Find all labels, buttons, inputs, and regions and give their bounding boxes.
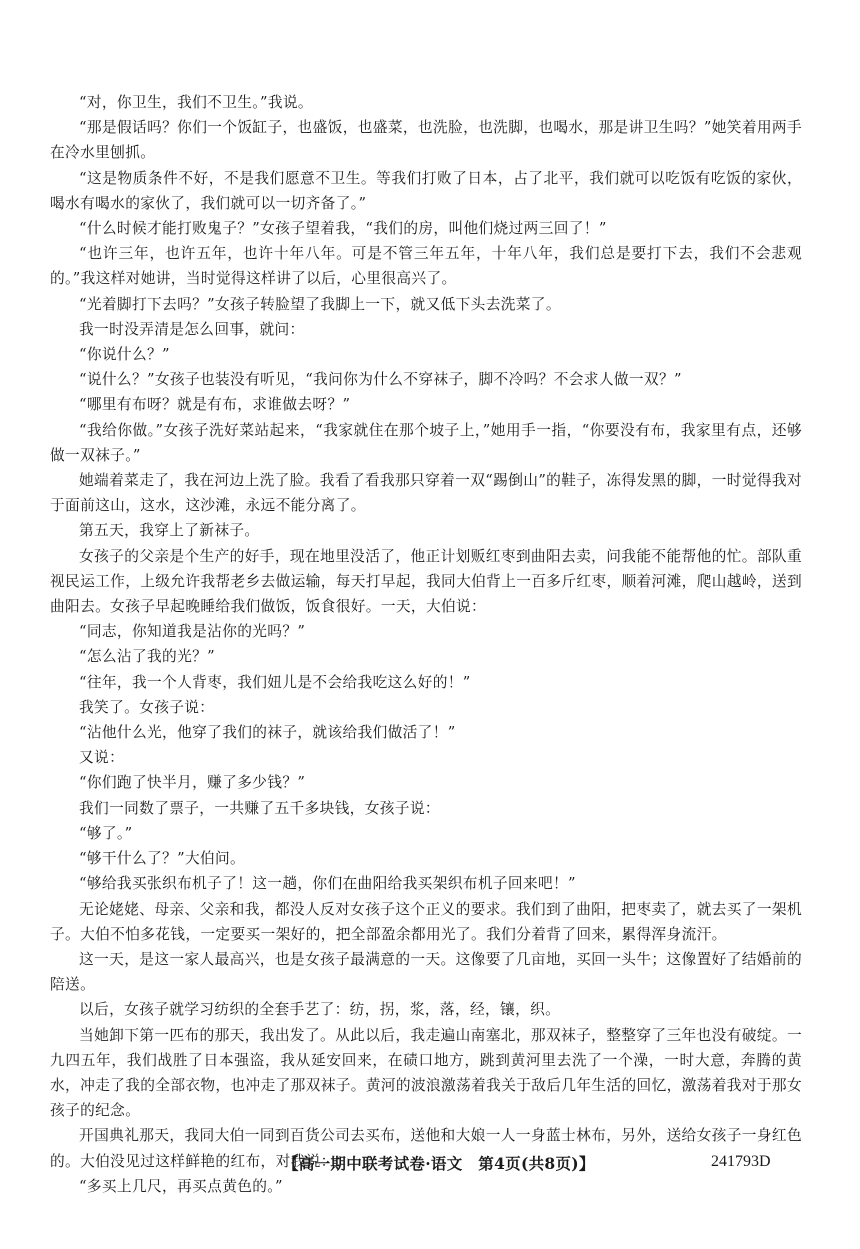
- paragraph: “也许三年，也许五年，也许十年八年。可是不管三年五年，十年八年，我们总是要打下去，我们不会悲观的。”我这样对她讲，当时觉得这样讲了以后，心里很高兴了。: [50, 245, 802, 288]
- paragraph: “对，你卫生，我们不卫生。”我说。: [79, 94, 313, 111]
- paragraph: “你们跑了快半月，赚了多少钱？”: [79, 774, 306, 792]
- paragraph: 这一天，是这一家人最高兴，也是女孩子最满意的一天。这像要了几亩地，买回一头牛；这像置好了结婚前的陪送。: [50, 950, 802, 994]
- paragraph: 当她卸下第一匹布的那天，我出发了。从此以后，我走遍山南塞北，那双袜子，整整穿了三年也没有破绽。一九四五年，我们战胜了日本强盗，我从延安回来，在碛口地方，跳到黄河里去洗了一个澡，一时大意，奔腾的黄水，冲走了我的全部衣物，也冲走了那双袜子。黄河的波浪激荡着我关于敌后几年生活的回忆，激荡着我对于那女孩子的纪念。: [50, 1026, 802, 1120]
- paragraph: “沾他什么光，他穿了我们的袜子，就该给我们做活了！”: [79, 724, 456, 742]
- paragraph: 我一时没弄清是怎么回事，就问：: [79, 320, 305, 338]
- paragraph: 我们一同数了票子，一共赚了五千多块钱，女孩子说：: [79, 799, 440, 817]
- article-body: [50, 90, 802, 1199]
- paragraph: “那是假话吗？你们一个饭缸子，也盛饭，也盛菜，也洗脸，也洗脚，也喝水，那是讲卫生吗？”她笑着用两手在冷水里刨抓。: [50, 119, 802, 162]
- paragraph: “说什么？”女孩子也装没有听见，“我问你为什么不穿袜子，脚不冷吗？不会求人做一双？”: [79, 371, 682, 389]
- footer-exam-title: 【高一期中联考试卷·语文 第4页(共8页)】: [283, 1154, 595, 1173]
- paragraph: 无论姥姥、母亲、父亲和我，都没人反对女孩子这个正义的要求。我们到了曲阳，把枣卖了，就去买了一架机子。大伯不怕多花钱，一定要买一架好的，把全部盈余都用光了。我们分着背了回来，累得浑身流汗。: [50, 900, 802, 943]
- paragraph: 开国典礼那天，我同大伯一同到百货公司去买布，送他和大娘一人一身蓝士林布，另外，送给女孩子一身红色的。大伯没见过这样鲜艳的红布，对我说：: [50, 1127, 802, 1170]
- paragraph: 女孩子的父亲是个生产的好手，现在地里没活了，他正计划贩红枣到曲阳去卖，问我能不能帮他的忙。部队重视民运工作，上级允许我帮老乡去做运输，每天打早起，我同大伯背上一百多斤红枣，顺着河滩，爬山越岭，送到曲阳去。女孩子早起晚睡给我们做饭，饭食很好。一天，大伯说：: [50, 547, 802, 616]
- paragraph: “多买上几尺，再买点黄色的。”: [79, 1177, 283, 1195]
- paragraph: 以后，女孩子就学习纺织的全套手艺了：纺，拐，浆，落，经，镶，织。: [79, 1001, 561, 1019]
- paragraph: 第五天，我穿上了新袜子。: [79, 522, 260, 540]
- paragraph: “往年，我一个人背枣，我们妞儿是不会给我吃这么好的！”: [79, 673, 471, 691]
- page-footer: [0, 1150, 860, 1178]
- paragraph: “我给你做。”女孩子洗好菜站起来，“我家就住在那个坡子上，”她用手一指，“你要没有布，我家里有点，还够做一双袜子。”: [50, 421, 802, 464]
- paragraph: “够了。”: [79, 824, 133, 842]
- paragraph: “够干什么了？”大伯问。: [79, 850, 246, 868]
- paragraph: “怎么沾了我的光？”: [79, 648, 216, 666]
- paragraph: “光着脚打下去吗？”女孩子转脸望了我脚上一下，就又低下头去洗菜了。: [79, 295, 561, 313]
- paragraph: “够给我买张织布机子了！这一趟，你们在曲阳给我买架织布机子回来吧！”: [79, 875, 576, 893]
- paragraph: “哪里有布呀？就是有布，求谁做去呀？”: [79, 396, 351, 414]
- paragraph: “这是物质条件不好，不是我们愿意不卫生。等我们打败了日本，占了北平，我们就可以吃饭有吃饭的家伙，喝水有喝水的家伙了，我们就可以一切齐备了。”: [50, 169, 802, 212]
- paragraph: “你说什么？”: [79, 346, 170, 364]
- paragraph: 她端着菜走了，我在河边上洗了脸。我看了看我那只穿着一双“踢倒山”的鞋子，冻得发黑的脚，一时觉得我对于面前这山，这水，这沙滩，永远不能分离了。: [50, 472, 802, 515]
- paragraph: 我笑了。女孩子说：: [79, 698, 215, 716]
- footer-exam-code: 241793D: [711, 1153, 771, 1170]
- paragraph: “什么时候才能打败鬼子？”女孩子望着我，“我们的房，叫他们烧过两三回了！”: [79, 220, 607, 238]
- paragraph: 又说：: [79, 749, 125, 767]
- paragraph: “同志，你知道我是沾你的光吗？”: [79, 623, 306, 641]
